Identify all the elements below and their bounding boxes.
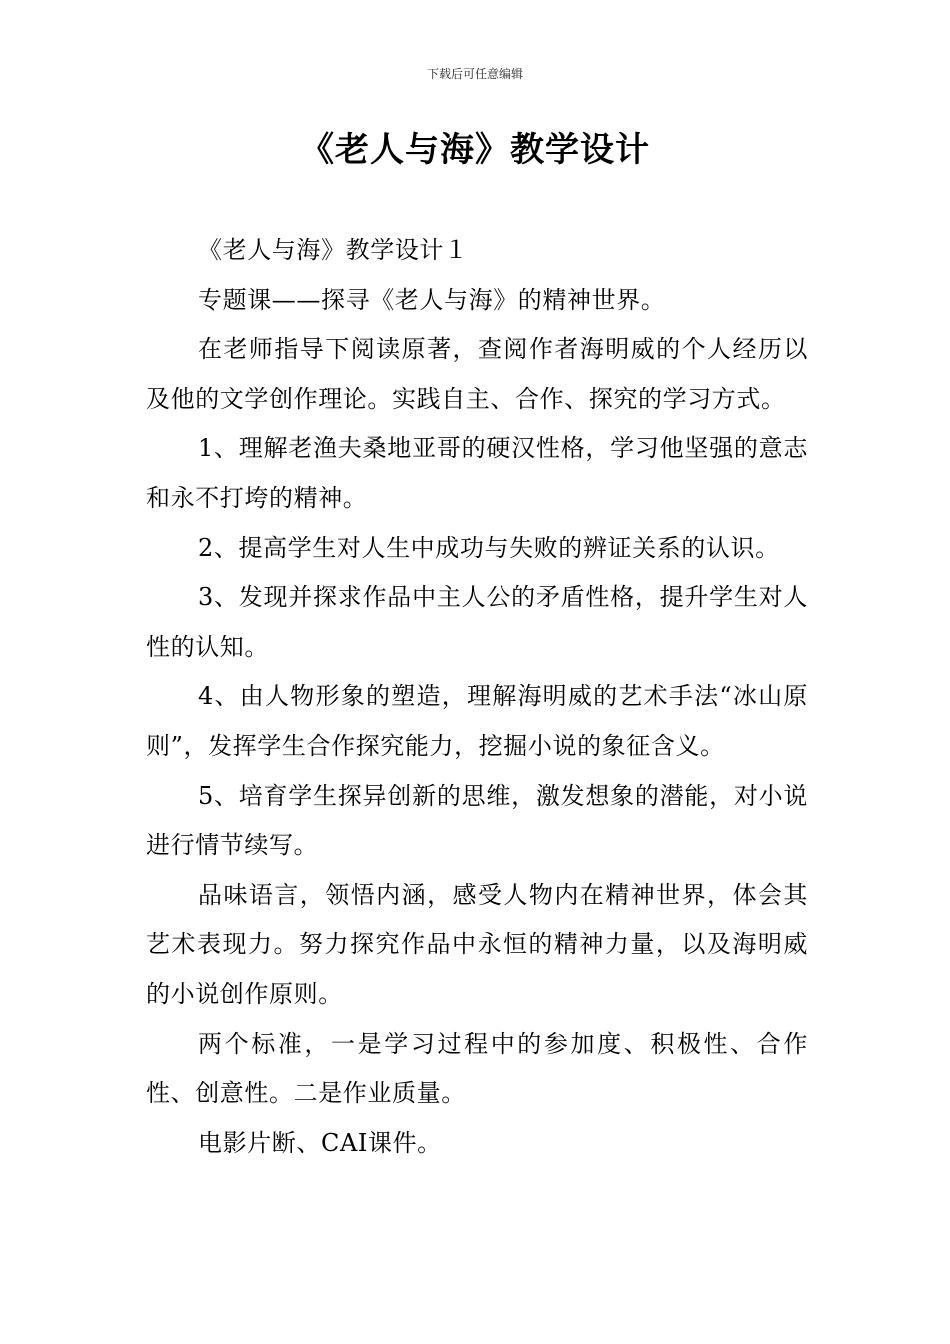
header-note: 下载后可任意编辑 <box>426 67 523 81</box>
paragraph: 3、发现并探求作品中主人公的矛盾性格，提升学生对人性的认知。 <box>146 583 808 661</box>
paragraph: 专题课——探寻《老人与海》的精神世界。 <box>198 285 666 314</box>
document-body <box>146 226 808 1168</box>
paragraph: 1、理解老渔夫桑地亚哥的硬汉性格，学习他坚强的意志和永不打垮的精神。 <box>146 434 808 512</box>
document-title: 《老人与海》教学设计 <box>300 130 650 170</box>
paragraph: 《老人与海》教学设计１ <box>198 236 469 264</box>
paragraph: 电影片断、CAI课件。 <box>198 1128 442 1157</box>
paragraph: 两个标准，一是学习过程中的参加度、积极性、合作性、创意性。二是作业质量。 <box>146 1029 808 1108</box>
paragraph: 4、由人物形象的塑造，理解海明威的艺术手法“冰山原则”，发挥学生合作探究能力，挖掘小说的象征含义。 <box>146 682 808 760</box>
paragraph: 品味语言，领悟内涵，感受人物内在精神世界，体会其艺术表现力。努力探究作品中永恒的精神力量，以及海明威的小说创作原则。 <box>146 880 808 1008</box>
paragraph: 在老师指导下阅读原著，查阅作者海明威的个人经历以及他的文学创作理论。实践自主、合作、探究的学习方式。 <box>146 335 808 413</box>
paragraph: 5、培育学生探异创新的思维，激发想象的潜能，对小说进行情节续写。 <box>146 781 808 860</box>
paragraph: 2、提高学生对人生中成功与失败的辨证关系的认识。 <box>198 533 780 562</box>
